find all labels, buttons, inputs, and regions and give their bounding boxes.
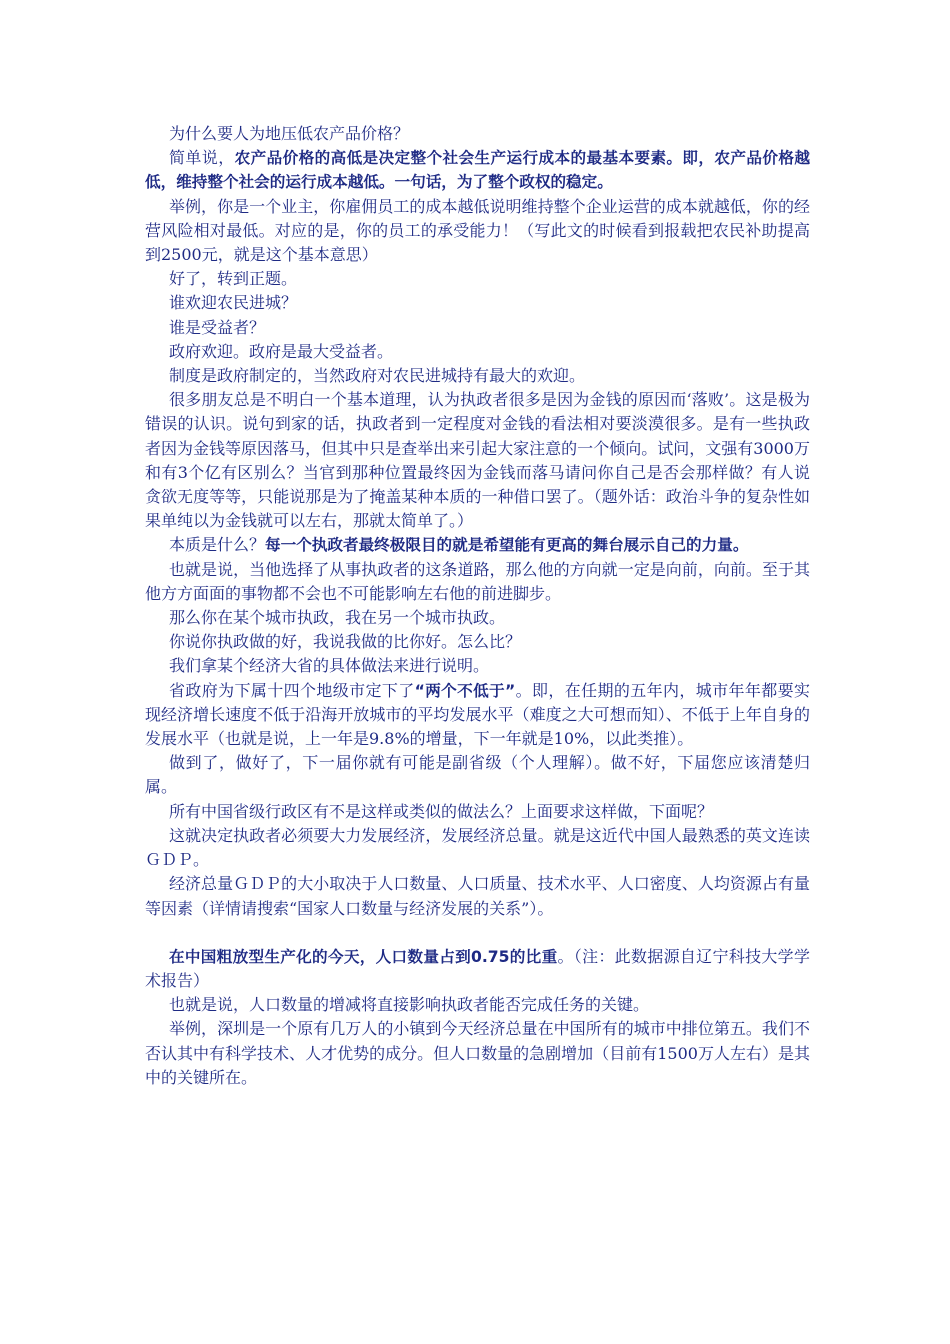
paragraph: [145, 146, 810, 194]
paragraph: 好了，转到正题。: [169, 269, 298, 289]
paragraph: 我们拿某个经济大省的具体做法来进行说明。: [169, 656, 490, 676]
text-run: 简单说，: [169, 148, 235, 168]
paragraph: [145, 945, 810, 993]
bold-text: 农产品价格的高低是决定整个社会生产运行成本的最基本要素。即，农产品价格越低，维持整个社会的运行成本越低。一句话，为了整个政权的稳定。: [145, 149, 810, 192]
paragraph: 举例，你是一个业主，你雇佣员工的成本越低说明维持整个企业运营的成本就越低，你的经营风险相对最低。对应的是，你的员工的承受能力！（写此文的时候看到报载把农民补助提高到2500元，就是这个基本意思）: [145, 196, 810, 265]
paragraph: 所有中国省级行政区有不是这样或类似的做法么？上面要求这样做，下面呢？: [169, 801, 714, 821]
bold-text: “两个不低于”: [414, 681, 516, 700]
blank-line: [145, 921, 810, 945]
document-body: [145, 122, 810, 1090]
text-run: 。（注：此数据源自辽宁科技大学学术报告）: [145, 946, 810, 990]
paragraph: 你说你执政做的好，我说我做的比你好。怎么比？: [169, 632, 522, 652]
paragraph: 也就是说，人口数量的增减将直接影响执政者能否完成任务的关键。: [169, 995, 650, 1015]
bold-text: 每一个执政者最终极限目的就是希望能有更高的舞台展示自己的力量。: [265, 536, 749, 555]
paragraph: 也就是说，当他选择了从事执政者的这条道路，那么他的方向就一定是向前，向前。至于其他方方面面的事物都不会也不可能影响左右他的前进脚步。: [145, 559, 810, 603]
paragraph: 这就决定执政者必须要大力发展经济，发展经济总量。就是这近代中国人最熟悉的英文连读ＧＤＰ。: [145, 825, 810, 870]
paragraph: 很多朋友总是不明白一个基本道理，认为执政者很多是因为金钱的原因而‘落败’。这是极为错误的认识。说句到家的话，执政者到一定程度对金钱的看法相对要淡漠很多。是有一些执政者因为金钱等原因落马，但其中只是查举出来引起大家注意的一个倾向。试问，文强有3000万和有3个亿有区别么？当官到那种位置最终因为金钱而落马请问你自己是否会那样做？有人说贪欲无度等等，只能说那是为了掩盖某种本质的一种借口罢了。（题外话：政治斗争的复杂性如果单纯以为金钱就可以左右，那就太简单了。）: [145, 390, 810, 531]
text-run: 。即，在任期的五年内，城市年年都要实现经济增长速度不低于沿海开放城市的平均发展水平（难度之大可想而知）、不低于上年自身的发展水平（也就是说，上一年是9.8%的增量，下一年就是10%，以此类推）。: [145, 680, 810, 749]
paragraph: 制度是政府制定的，当然政府对农民进城持有最大的欢迎。: [169, 366, 586, 386]
paragraph: 经济总量ＧＤＰ的大小取决于人口数量、人口质量、技术水平、人口密度、人均资源占有量等因素（详情请搜索“国家人口数量与经济发展的关系”）。: [145, 874, 810, 918]
paragraph: [145, 533, 810, 557]
paragraph: 政府欢迎。政府是最大受益者。: [169, 341, 394, 361]
paragraph: [145, 679, 810, 752]
paragraph: 谁是受益者？: [169, 317, 266, 337]
paragraph: 做到了，做好了，下一届你就有可能是副省级（个人理解）。做不好，下届您应该清楚归属。: [145, 753, 810, 797]
text-run: 本质是什么？: [169, 535, 266, 555]
bold-text: 在中国粗放型生产化的今天，人口数量占到0.75的比重: [169, 947, 558, 966]
paragraph: 为什么要人为地压低农产品价格？: [169, 124, 410, 143]
paragraph: 那么你在某个城市执政，我在另一个城市执政。: [169, 608, 506, 628]
text-run: 省政府为下属十四个地级市定下了: [169, 680, 415, 700]
paragraph: 举例，深圳是一个原有几万人的小镇到今天经济总量在中国所有的城市中排位第五。我们不否认其中有科学技术、人才优势的成分。但人口数量的急剧增加（目前有1500万人左右）是其中的关键所在。: [145, 1019, 810, 1087]
paragraph: 谁欢迎农民进城？: [169, 293, 298, 313]
